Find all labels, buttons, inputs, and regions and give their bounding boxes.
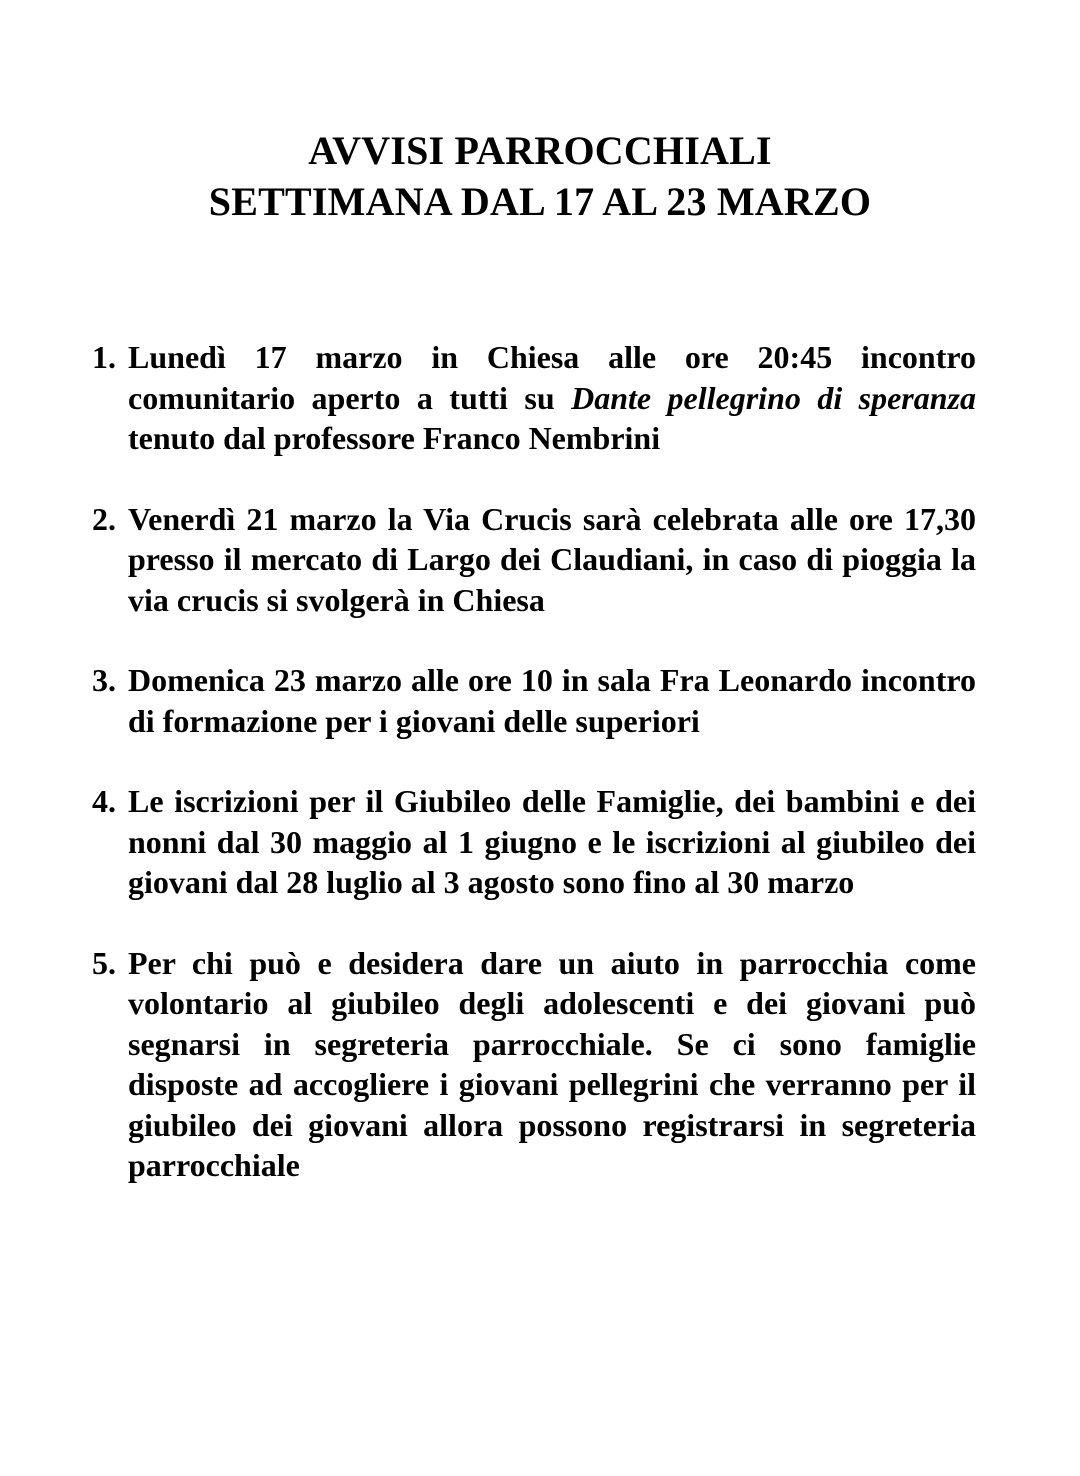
notice-number: 5.: [92, 944, 116, 981]
notice-item-2: [88, 499, 976, 621]
notice-item-3: [88, 660, 976, 741]
notice-number: 3.: [92, 662, 116, 698]
notices-list: [88, 337, 976, 1226]
page-title: [0, 125, 1080, 227]
notice-item-5: [88, 943, 976, 1186]
notice-text-part: Lunedì 17 marzo in Chiesa alle ore 20:45 incontro comunitario aperto a tutti su: [128, 339, 976, 416]
notice-text: [128, 337, 976, 459]
title-line-2: SETTIMANA DAL 17 AL 23 MARZO: [208, 179, 872, 224]
title-line-1: AVVISI PARROCCHIALI: [308, 128, 772, 173]
notice-text: Le iscrizioni per il Giubileo delle Famiglie, dei bambini e dei nonni dal 30 maggio al 1 giugno e le iscrizioni al giubileo dei giovani dal 28 luglio al 3 agosto sono fino al 30 marzo: [128, 783, 976, 900]
notice-item-1: [88, 337, 976, 459]
notice-item-4: [88, 781, 976, 903]
notice-text: Per chi può e desidera dare un aiuto in parrocchia come volontario al giubileo degli adolescenti e dei giovani può segnarsi in segreteria parrocchiale. Se ci sono famiglie disposte ad accogliere i giovani pellegrini che verranno per il giubileo dei giovani allora possono registrarsi in segreteria parrocchiale: [128, 944, 976, 1183]
notice-italic-title: Dante pellegrino di speranza: [571, 379, 977, 416]
notice-text-part: tenuto dal professore Franco Nembrini: [128, 420, 661, 456]
notice-number: 1.: [92, 339, 116, 375]
notice-number: 4.: [92, 783, 116, 819]
notice-text: Domenica 23 marzo alle ore 10 in sala Fra Leonardo incontro di formazione per i giovani delle superiori: [128, 662, 976, 739]
notice-number: 2.: [92, 500, 116, 537]
notice-text: Venerdì 21 marzo la Via Crucis sarà celebrata alle ore 17,30 presso il mercato di Largo dei Claudiani, in caso di pioggia la via crucis si svolgerà in Chiesa: [128, 500, 976, 618]
